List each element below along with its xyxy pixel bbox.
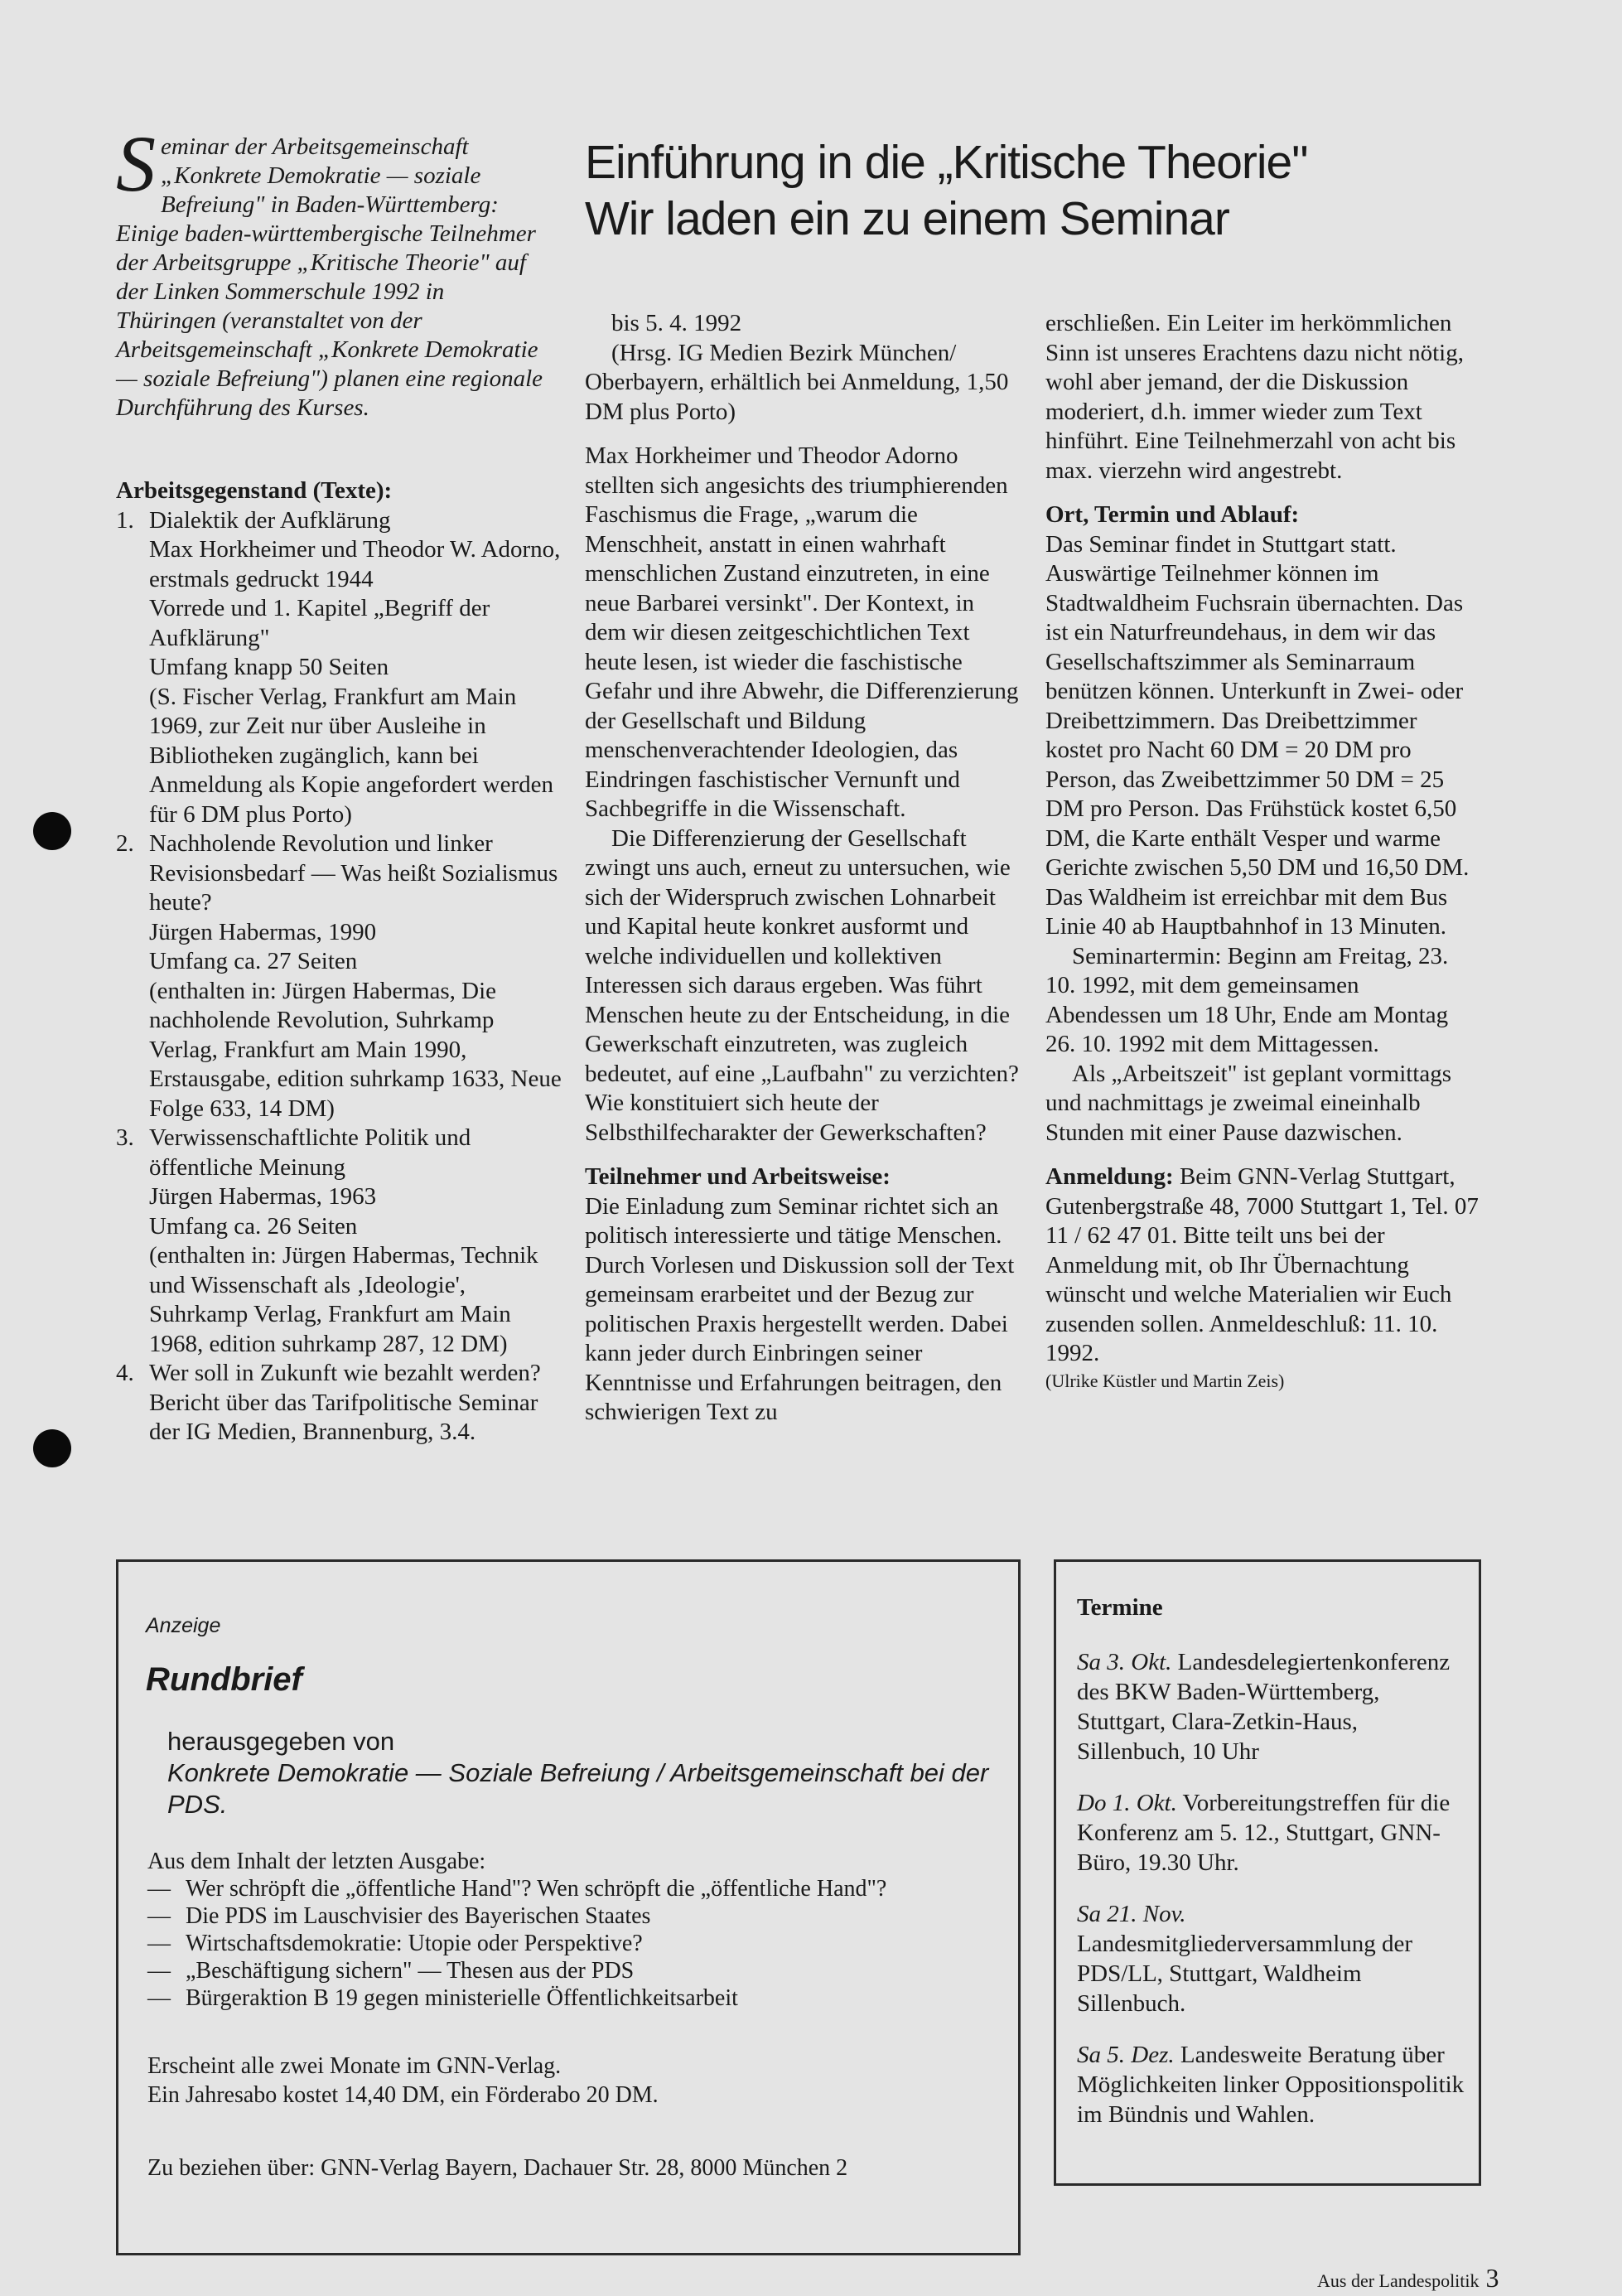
ad-list-heading: Aus dem Inhalt der letzten Ausgabe:: [147, 1849, 486, 1874]
column-3: [1045, 309, 1480, 1394]
title-line-2: Wir laden ein zu einem Seminar: [585, 192, 1229, 245]
body-paragraph: Als „Arbeitszeit" ist geplant vormittags und nachmittags je zweimal eineinhalb Stunden mit einer Pause dazwischen.: [1045, 1060, 1452, 1146]
footer-section: Aus der Landespolitik: [1317, 2270, 1480, 2291]
teilnehmer-heading: Teilnehmer und Arbeitsweise:: [585, 1163, 891, 1190]
punch-hole: [33, 1429, 71, 1467]
termine-list: [1077, 1593, 1466, 2151]
authors: (Ulrike Küstler und Martin Zeis): [1045, 1370, 1285, 1391]
intro-paragraph: [116, 119, 547, 423]
page-title: [585, 134, 1562, 247]
page-footer: [1317, 2263, 1499, 2294]
ad-label: Anzeige: [146, 1614, 221, 1637]
body-paragraph: Die Differenzierung der Gesellschaft zwingt uns auch, erneut zu untersuchen, wie sich der Widerspruch zwischen Lohnarbeit und Kapital heute konkret ausformt und welche individuellen und kollektiven Interessen sich daraus ergeben. Was führt Menschen heute zu der Entscheidung, in die Gewerkschaft einzutreten, was zugleich bedeutet, auf eine „Laufbahn" zu verzichten? Wie konstituiert sich heute der Selbsthilfecharakter der Gewerkschaften?: [585, 824, 1019, 1146]
ad-title: Rundbrief: [146, 1661, 302, 1698]
list-item: — Die PDS im Lauschvisier des Bayerischen Staates: [147, 1903, 651, 1929]
list-item: 4. Wer soll in Zukunft wie bezahlt werden? Bericht über das Tarifpolitische Seminar der IG Medien, Brannenburg, 3.4.: [116, 1360, 541, 1445]
punch-hole: [33, 812, 71, 850]
column-1: [116, 476, 563, 1448]
list-item: — „Beschäftigung sichern" — Thesen aus der PDS: [147, 1958, 635, 1984]
body-paragraph: Die Einladung zum Seminar richtet sich an politisch interessierte und tätige Menschen. Durch Vorlesen und Diskussion soll der Text gemeinsam erarbeitet und der Bezug zur politischen Praxis hergestellt werden. Dabei kann jeder durch Einbringen seiner Kenntnisse und Erfahrungen beitragen, den schwierigen Text zu: [585, 1192, 1015, 1425]
title-line-1: Einführung in die „Kritische Theorie": [585, 136, 1308, 189]
ad-source: Zu beziehen über: GNN-Verlag Bayern, Dachauer Str. 28, 8000 München 2: [147, 2155, 848, 2181]
list-item: 2. Nachholende Revolution und linker Revisionsbedarf — Was heißt Sozialismus heute? Jürgen Habermas, 1990 Umfang ca. 27 Seiten (enthalten in: Jürgen Habermas, Die nachholende Revolution, Suhrkamp Verlag, Frankfurt am Main 1990, Erstausgabe, edition suhrkamp 1633, Neue Folge 633, 14 DM): [116, 830, 562, 1122]
continuation-date: bis 5. 4. 1992: [611, 310, 742, 336]
body-paragraph: erschließen. Ein Leiter im herkömmlichen Sinn ist unseres Erachtens dazu nicht nötig, wohl aber jemand, der die Diskussion moderiert, d.h. immer wieder zum Text hinführt. Eine Teilnehmerzahl von acht bis max. vierzehn wird angestrebt.: [1045, 310, 1464, 484]
body-paragraph: Max Horkheimer und Theodor Adorno stellten sich angesichts des triumphierenden Faschismus die Frage, „warum die Menschheit, anstatt in einen wahrhaft menschlichen Zustand einzutreten, in eine neue Barbarei versinkt". Der Kontext, in dem wir diesen zeitgeschichtlichen Text heute lesen, ist wieder die faschistische Gefahr und ihre Abwehr, die Differenzierung der Gesellschaft und Bildung menschenverachtender Ideologien, das Eindringen faschistischer Vernunft und Sachbegriffe in die Wissenschaft.: [585, 442, 1019, 822]
column-2: [585, 309, 1019, 1428]
arbeitsgegenstand-heading: Arbeitsgegenstand (Texte):: [116, 477, 393, 504]
anmeldung-paragraph: [1045, 1163, 1480, 1369]
list-item: — Wer schröpft die „öffentliche Hand"? Wen schröpft die „öffentliche Hand"?: [147, 1876, 887, 1902]
ort-termin-heading: Ort, Termin und Ablauf:: [1045, 501, 1300, 528]
list-item: 1. Dialektik der Aufklärung Max Horkheimer und Theodor W. Adorno, erstmals gedruckt 1944 Vorrede und 1. Kapitel „Begriff der Aufklärung" Umfang knapp 50 Seiten (S. Fischer Verlag, Frankfurt am Main 1969, zur Zeit nur über Ausleihe in Bibliotheken zugänglich, kann bei Anmeldung als Kopie angefordert werden für 6 DM plus Porto): [116, 506, 561, 828]
ad-subscription: Erscheint alle zwei Monate im GNN-Verlag. Ein Jahresabo kostet 14,40 DM, ein Förderabo 20 DM.: [147, 2053, 659, 2108]
ad-contents-list: [147, 1848, 1001, 2012]
termine-entry: Sa 21. Nov. Landesmitgliederversammlung der PDS/LL, Stuttgart, Waldheim Sillenbuch.: [1077, 1901, 1413, 2017]
list-item: 3. Verwissenschaftlichte Politik und öffentliche Meinung Jürgen Habermas, 1963 Umfang ca. 26 Seiten (enthalten in: Jürgen Habermas, Technik und Wissenschaft als ‚Ideologie', Suhrkamp Verlag, Frankfurt am Main 1968, edition suhrkamp 287, 12 DM): [116, 1124, 538, 1357]
termine-entry: Sa 3. Okt. Landesdelegiertenkonferenz des BKW Baden-Württemberg, Stuttgart, Clara-Zetkin-Haus, Sillenbuch, 10 Uhr: [1077, 1649, 1451, 1765]
list-item: — Bürgeraktion B 19 gegen ministerielle Öffentlichkeitsarbeit: [147, 1985, 738, 2011]
drop-cap: S: [116, 119, 156, 208]
termine-entry: Sa 5. Dez. Landesweite Beratung über Möglichkeiten linker Oppositionspolitik im Bündnis und Wahlen.: [1077, 2042, 1465, 2128]
body-paragraph: Das Seminar findet in Stuttgart statt. Auswärtige Teilnehmer können im Stadtwaldheim Fuchsrain übernachten. Das ist ein Naturfreundehaus, in dem wir das Gesellschaftszimmer als Seminarraum benützen können. Unterkunft in Zwei- oder Dreibettzimmern. Das Dreibettzimmer kostet pro Nacht 60 DM = 20 DM pro Person, das Zweibettzimmer 50 DM = 25 DM pro Person. Das Frühstück kostet 6,50 DM, die Karte enthält Vesper und warme Gerichte zwischen 5,50 DM und 16,50 DM. Das Waldheim ist erreichbar mit dem Bus Linie 40 ab Hauptbahnhof in 13 Minuten.: [1045, 530, 1470, 940]
anmeldung-label: Anmeldung:: [1045, 1163, 1174, 1190]
termine-heading: Termine: [1077, 1594, 1163, 1621]
intro-text: eminar der Arbeitsgemeinschaft „Konkrete Demokratie — soziale Befreiung" in Baden-Württemberg: Einige baden-württembergische Teilnehmer der Arbeitsgruppe „Kritische Theorie" auf der Linken Sommerschule 1992 in Thüringen (veranstaltet von der Arbeitsgemeinschaft „Konkrete Demokratie — soziale Befreiung") planen eine regionale Durchführung des Kurses.: [116, 133, 543, 421]
body-paragraph: Seminartermin: Beginn am Freitag, 23. 10. 1992, mit dem gemeinsamen Abendessen um 18 Uhr, Ende am Montag 26. 10. 1992 mit dem Mittagessen.: [1045, 942, 1449, 1057]
text-list: [116, 506, 563, 1448]
page-number: 3: [1485, 2263, 1499, 2293]
ad-publisher: herausgegeben von Konkrete Demokratie — Soziale Befreiung / Arbeitsgemeinschaft bei der PDS.: [167, 1727, 989, 1819]
list-item: — Wirtschaftsdemokratie: Utopie oder Perspektive?: [147, 1931, 643, 1956]
termine-entry: Do 1. Okt. Vorbereitungstreffen für die Konferenz am 5. 12., Stuttgart, GNN-Büro, 19.30 Uhr.: [1077, 1790, 1451, 1876]
continuation-source: (Hrsg. IG Medien Bezirk München/ Oberbayern, erhältlich bei Anmeldung, 1,50 DM plus Porto): [585, 339, 1009, 425]
anmeldung-text: Beim GNN-Verlag Stuttgart, Gutenbergstraße 48, 7000 Stuttgart 1, Tel. 07 11 / 62 47 01. Bitte teilt uns bei der Anmeldung mit, ob Ihr Übernachtung wünscht und welche Materialien wir Euch zusenden sollen. Anmeldeschluß: 11. 10. 1992.: [1045, 1163, 1479, 1366]
